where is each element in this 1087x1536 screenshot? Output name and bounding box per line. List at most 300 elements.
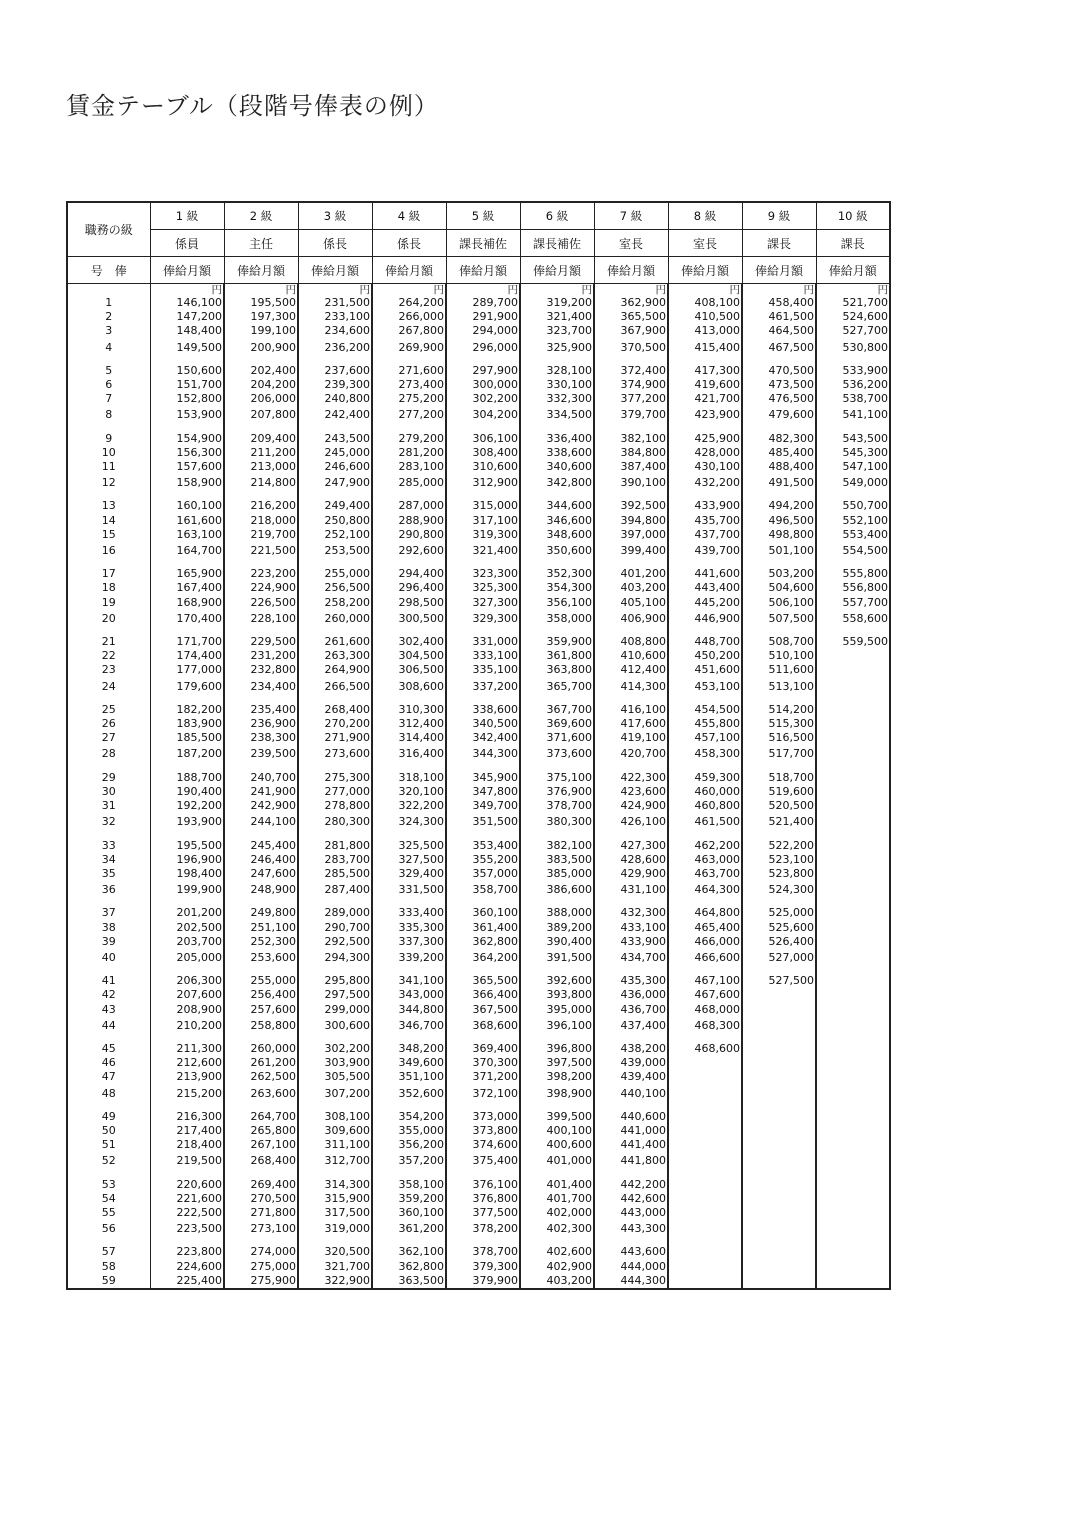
salary-cell: 306,500 [372,663,446,677]
salary-cell: 536,200 [816,378,890,392]
salary-cell: 249,800 [224,906,298,920]
spacer-cell [298,1170,372,1178]
salary-cell: 323,300 [446,567,520,581]
step-number: 49 [67,1110,150,1124]
table-row [67,567,890,581]
salary-cell: 401,000 [520,1152,594,1169]
spacer-cell [446,1102,520,1110]
table-row [67,839,890,853]
step-number: 10 [67,446,150,460]
spacer-cell [372,966,446,974]
salary-cell: 332,300 [520,392,594,406]
salary-cell: 363,800 [520,663,594,677]
step-number: 20 [67,610,150,627]
salary-cell: 242,900 [224,799,298,813]
salary-cell: 427,300 [594,839,668,853]
spacer-cell [298,491,372,499]
salary-cell: 470,500 [742,364,816,378]
salary-cell: 338,600 [520,446,594,460]
salary-cell: 431,100 [594,881,668,898]
salary-cell: 428,000 [668,446,742,460]
spacer-cell [742,424,816,432]
salary-cell [816,771,890,785]
grade-header: 3 級 [298,202,372,230]
salary-cell: 279,200 [372,432,446,446]
salary-cell [816,1124,890,1138]
page-title: 賃金テーブル（段階号俸表の例） [66,92,439,120]
spacer-cell [67,763,150,771]
salary-cell: 317,500 [298,1206,372,1220]
salary-cell: 287,400 [298,881,372,898]
salary-cell: 525,600 [742,921,816,935]
salary-cell: 273,400 [372,378,446,392]
salary-cell: 246,600 [298,460,372,474]
salary-cell: 373,600 [520,745,594,762]
table-row [67,1192,890,1206]
spacer-cell [520,1237,594,1245]
salary-cell: 300,500 [372,610,446,627]
salary-cell: 367,700 [520,703,594,717]
salary-cell: 212,600 [150,1056,224,1070]
salary-cell: 355,200 [446,853,520,867]
table-row [67,406,890,423]
salary-cell: 211,300 [150,1042,224,1056]
salary-cell [668,1110,742,1124]
salary-cell: 267,100 [224,1138,298,1152]
group-spacer [67,1237,890,1245]
spacer-cell [742,627,816,635]
spacer-cell [668,424,742,432]
spacer-cell [224,491,298,499]
salary-cell: 307,200 [298,1085,372,1102]
spacer-cell [520,1102,594,1110]
salary-cell: 421,700 [668,392,742,406]
salary-cell: 179,600 [150,678,224,695]
salary-cell [816,881,890,898]
salary-cell: 558,600 [816,610,890,627]
step-number: 54 [67,1192,150,1206]
salary-cell: 417,600 [594,717,668,731]
salary-cell: 416,100 [594,703,668,717]
spacer-cell [816,1170,890,1178]
salary-cell: 322,900 [298,1274,372,1289]
group-spacer [67,898,890,906]
unit-label: 円 [298,284,372,297]
spacer-cell [446,898,520,906]
salary-cell: 501,100 [742,542,816,559]
monthly-salary-header: 俸給月額 [594,257,668,284]
salary-cell: 325,900 [520,339,594,356]
table-row [67,310,890,324]
salary-cell: 430,100 [668,460,742,474]
salary-cell: 261,600 [298,635,372,649]
step-number: 43 [67,1003,150,1017]
salary-cell: 251,100 [224,921,298,935]
salary-cell: 378,200 [446,1220,520,1237]
salary-cell: 283,700 [298,853,372,867]
group-spacer [67,831,890,839]
salary-cell: 315,900 [298,1192,372,1206]
spacer-cell [446,627,520,635]
spacer-cell [816,491,890,499]
salary-cell: 401,400 [520,1178,594,1192]
group-spacer [67,695,890,703]
salary-cell: 256,400 [224,988,298,1002]
salary-cell: 345,900 [446,771,520,785]
step-number: 56 [67,1220,150,1237]
salary-cell: 253,600 [224,949,298,966]
step-number: 19 [67,596,150,610]
salary-cell: 328,100 [520,364,594,378]
salary-cell: 217,400 [150,1124,224,1138]
spacer-cell [224,356,298,364]
salary-cell: 508,700 [742,635,816,649]
salary-cell: 413,000 [668,324,742,338]
salary-cell: 263,600 [224,1085,298,1102]
spacer-cell [446,966,520,974]
step-number: 53 [67,1178,150,1192]
salary-cell [816,1178,890,1192]
salary-cell: 438,200 [594,1042,668,1056]
table-row [67,717,890,731]
spacer-cell [67,491,150,499]
salary-cell: 463,000 [668,853,742,867]
salary-cell: 437,400 [594,1017,668,1034]
salary-cell: 255,000 [298,567,372,581]
step-number: 13 [67,499,150,513]
salary-cell: 363,500 [372,1274,446,1289]
spacer-cell [816,831,890,839]
salary-cell: 273,600 [298,745,372,762]
salary-cell: 464,300 [668,881,742,898]
salary-cell: 444,300 [594,1274,668,1289]
unit-label: 円 [742,284,816,297]
grade-header: 5 級 [446,202,520,230]
grade-header: 2 級 [224,202,298,230]
salary-cell: 165,900 [150,567,224,581]
salary-cell [816,745,890,762]
spacer-cell [224,424,298,432]
salary-cell: 436,000 [594,988,668,1002]
salary-cell: 292,600 [372,542,446,559]
salary-cell: 358,000 [520,610,594,627]
salary-cell: 337,200 [446,678,520,695]
salary-cell [816,1206,890,1220]
salary-cell: 437,700 [668,528,742,542]
salary-cell: 283,100 [372,460,446,474]
step-number: 41 [67,974,150,988]
salary-cell: 275,000 [224,1260,298,1274]
salary-cell: 281,200 [372,446,446,460]
step-number: 16 [67,542,150,559]
salary-cell: 312,900 [446,474,520,491]
group-spacer [67,1034,890,1042]
spacer-cell [742,831,816,839]
salary-cell: 344,300 [446,745,520,762]
salary-cell: 266,500 [298,678,372,695]
group-spacer [67,1102,890,1110]
salary-cell: 429,900 [594,867,668,881]
spacer-cell [668,1170,742,1178]
salary-cell: 220,600 [150,1178,224,1192]
salary-cell: 417,300 [668,364,742,378]
salary-cell [816,1003,890,1017]
spacer-cell [594,1237,668,1245]
group-spacer [67,1170,890,1178]
step-number: 45 [67,1042,150,1056]
salary-cell: 459,300 [668,771,742,785]
position-header: 係長 [372,230,446,257]
spacer-cell [520,966,594,974]
salary-cell: 371,600 [520,731,594,745]
salary-cell: 262,500 [224,1070,298,1084]
salary-cell: 218,000 [224,514,298,528]
salary-cell: 434,700 [594,949,668,966]
salary-cell: 287,000 [372,499,446,513]
salary-cell: 435,700 [668,514,742,528]
salary-cell: 408,800 [594,635,668,649]
salary-cell: 376,800 [446,1192,520,1206]
salary-cell: 231,500 [298,296,372,310]
salary-cell: 515,300 [742,717,816,731]
salary-cell: 513,100 [742,678,816,695]
spacer-cell [298,1102,372,1110]
spacer-cell [67,1102,150,1110]
spacer-cell [816,1034,890,1042]
spacer-cell [224,1034,298,1042]
salary-cell: 240,700 [224,771,298,785]
salary-cell [742,1056,816,1070]
salary-cell [668,1085,742,1102]
salary-cell: 451,600 [668,663,742,677]
spacer-cell [298,898,372,906]
salary-cell: 538,700 [816,392,890,406]
table-row [67,813,890,830]
spacer-cell [298,627,372,635]
unit-label: 円 [668,284,742,297]
salary-cell: 357,200 [372,1152,446,1169]
salary-cell: 359,200 [372,1192,446,1206]
salary-cell: 297,500 [298,988,372,1002]
salary-cell: 371,200 [446,1070,520,1084]
table-row [67,528,890,542]
salary-cell: 358,700 [446,881,520,898]
spacer-cell [816,424,890,432]
salary-cell [742,988,816,1002]
salary-cell: 149,500 [150,339,224,356]
salary-cell: 333,400 [372,906,446,920]
salary-cell: 278,800 [298,799,372,813]
salary-cell: 270,200 [298,717,372,731]
salary-cell: 366,400 [446,988,520,1002]
salary-cell: 260,000 [298,610,372,627]
salary-cell: 311,100 [298,1138,372,1152]
salary-cell: 241,900 [224,785,298,799]
table-row [67,1138,890,1152]
table-row [67,1245,890,1259]
salary-cell: 240,800 [298,392,372,406]
table-row [67,1260,890,1274]
step-number: 38 [67,921,150,935]
salary-cell: 213,900 [150,1070,224,1084]
salary-cell: 433,900 [594,935,668,949]
salary-cell [816,1192,890,1206]
salary-cell: 232,800 [224,663,298,677]
salary-cell: 482,300 [742,432,816,446]
salary-cell: 320,500 [298,1245,372,1259]
salary-cell: 291,900 [446,310,520,324]
salary-cell: 226,500 [224,596,298,610]
salary-cell: 319,000 [298,1220,372,1237]
salary-cell [816,1070,890,1084]
salary-cell: 207,600 [150,988,224,1002]
step-number: 46 [67,1056,150,1070]
salary-cell: 382,100 [520,839,594,853]
salary-cell: 163,100 [150,528,224,542]
salary-cell: 422,300 [594,771,668,785]
spacer-cell [224,966,298,974]
position-header: 主任 [224,230,298,257]
salary-cell: 436,700 [594,1003,668,1017]
step-number: 34 [67,853,150,867]
salary-cell: 410,600 [594,649,668,663]
salary-cell: 396,100 [520,1017,594,1034]
salary-cell: 386,600 [520,881,594,898]
unit-label: 円 [816,284,890,297]
salary-cell: 312,700 [298,1152,372,1169]
spacer-cell [668,966,742,974]
spacer-cell [668,1034,742,1042]
salary-cell: 405,100 [594,596,668,610]
salary-cell: 234,400 [224,678,298,695]
salary-cell: 157,600 [150,460,224,474]
spacer-cell [668,1237,742,1245]
salary-cell: 270,500 [224,1192,298,1206]
table-row [67,867,890,881]
salary-cell: 269,900 [372,339,446,356]
salary-cell: 308,400 [446,446,520,460]
table-row [67,853,890,867]
salary-cell: 423,900 [668,406,742,423]
salary-cell: 379,300 [446,1260,520,1274]
group-spacer [67,559,890,567]
spacer-cell [372,356,446,364]
salary-cell [816,921,890,935]
salary-cell: 229,500 [224,635,298,649]
step-number: 18 [67,581,150,595]
spacer-cell [668,356,742,364]
grade-header: 10 級 [816,202,890,230]
spacer-cell [372,763,446,771]
salary-cell: 308,600 [372,678,446,695]
salary-cell: 319,300 [446,528,520,542]
salary-cell: 168,900 [150,596,224,610]
table-row [67,1003,890,1017]
salary-cell: 317,100 [446,514,520,528]
spacer-cell [372,491,446,499]
salary-cell: 256,500 [298,581,372,595]
salary-cell [816,1056,890,1070]
spacer-cell [594,1170,668,1178]
salary-cell: 327,500 [372,853,446,867]
salary-cell: 423,600 [594,785,668,799]
salary-cell: 467,500 [742,339,816,356]
salary-cell [816,1274,890,1289]
salary-cell: 206,300 [150,974,224,988]
step-number: 58 [67,1260,150,1274]
spacer-cell [298,763,372,771]
step-number: 47 [67,1070,150,1084]
salary-cell: 258,800 [224,1017,298,1034]
salary-cell: 403,200 [520,1274,594,1289]
salary-cell: 243,500 [298,432,372,446]
table-row [67,1070,890,1084]
salary-cell: 321,400 [520,310,594,324]
salary-cell: 424,900 [594,799,668,813]
salary-cell: 439,000 [594,1056,668,1070]
salary-cell [668,1220,742,1237]
salary-cell: 473,500 [742,378,816,392]
spacer-cell [816,559,890,567]
salary-cell: 406,900 [594,610,668,627]
salary-cell: 264,900 [298,663,372,677]
salary-cell: 344,800 [372,1003,446,1017]
salary-cell: 496,500 [742,514,816,528]
salary-cell [816,839,890,853]
spacer-cell [67,695,150,703]
spacer-cell [816,627,890,635]
table-row [67,949,890,966]
salary-cell: 547,100 [816,460,890,474]
salary-cell: 322,200 [372,799,446,813]
spacer-cell [594,356,668,364]
salary-cell: 288,900 [372,514,446,528]
salary-cell: 545,300 [816,446,890,460]
job-grade-header: 職務の級 [67,202,150,257]
table-row [67,935,890,949]
salary-cell: 344,600 [520,499,594,513]
spacer-cell [67,1237,150,1245]
table-row [67,921,890,935]
salary-cell: 247,600 [224,867,298,881]
salary-cell: 188,700 [150,771,224,785]
salary-cell: 252,100 [298,528,372,542]
salary-cell: 455,800 [668,717,742,731]
salary-cell: 331,500 [372,881,446,898]
spacer-cell [298,424,372,432]
salary-cell: 379,700 [594,406,668,423]
salary-cell: 402,600 [520,1245,594,1259]
salary-cell: 458,300 [668,745,742,762]
salary-cell: 349,600 [372,1056,446,1070]
spacer-cell [742,1237,816,1245]
salary-cell: 556,800 [816,581,890,595]
salary-cell: 376,900 [520,785,594,799]
spacer-cell [668,559,742,567]
salary-cell [742,1260,816,1274]
salary-cell: 359,900 [520,635,594,649]
spacer-cell [816,898,890,906]
spacer-cell [224,1237,298,1245]
salary-cell: 340,600 [520,460,594,474]
step-number: 26 [67,717,150,731]
unit-label: 円 [520,284,594,297]
spacer-cell [150,1237,224,1245]
salary-cell: 348,200 [372,1042,446,1056]
spacer-cell [668,1102,742,1110]
salary-cell: 369,400 [446,1042,520,1056]
salary-cell [742,1085,816,1102]
